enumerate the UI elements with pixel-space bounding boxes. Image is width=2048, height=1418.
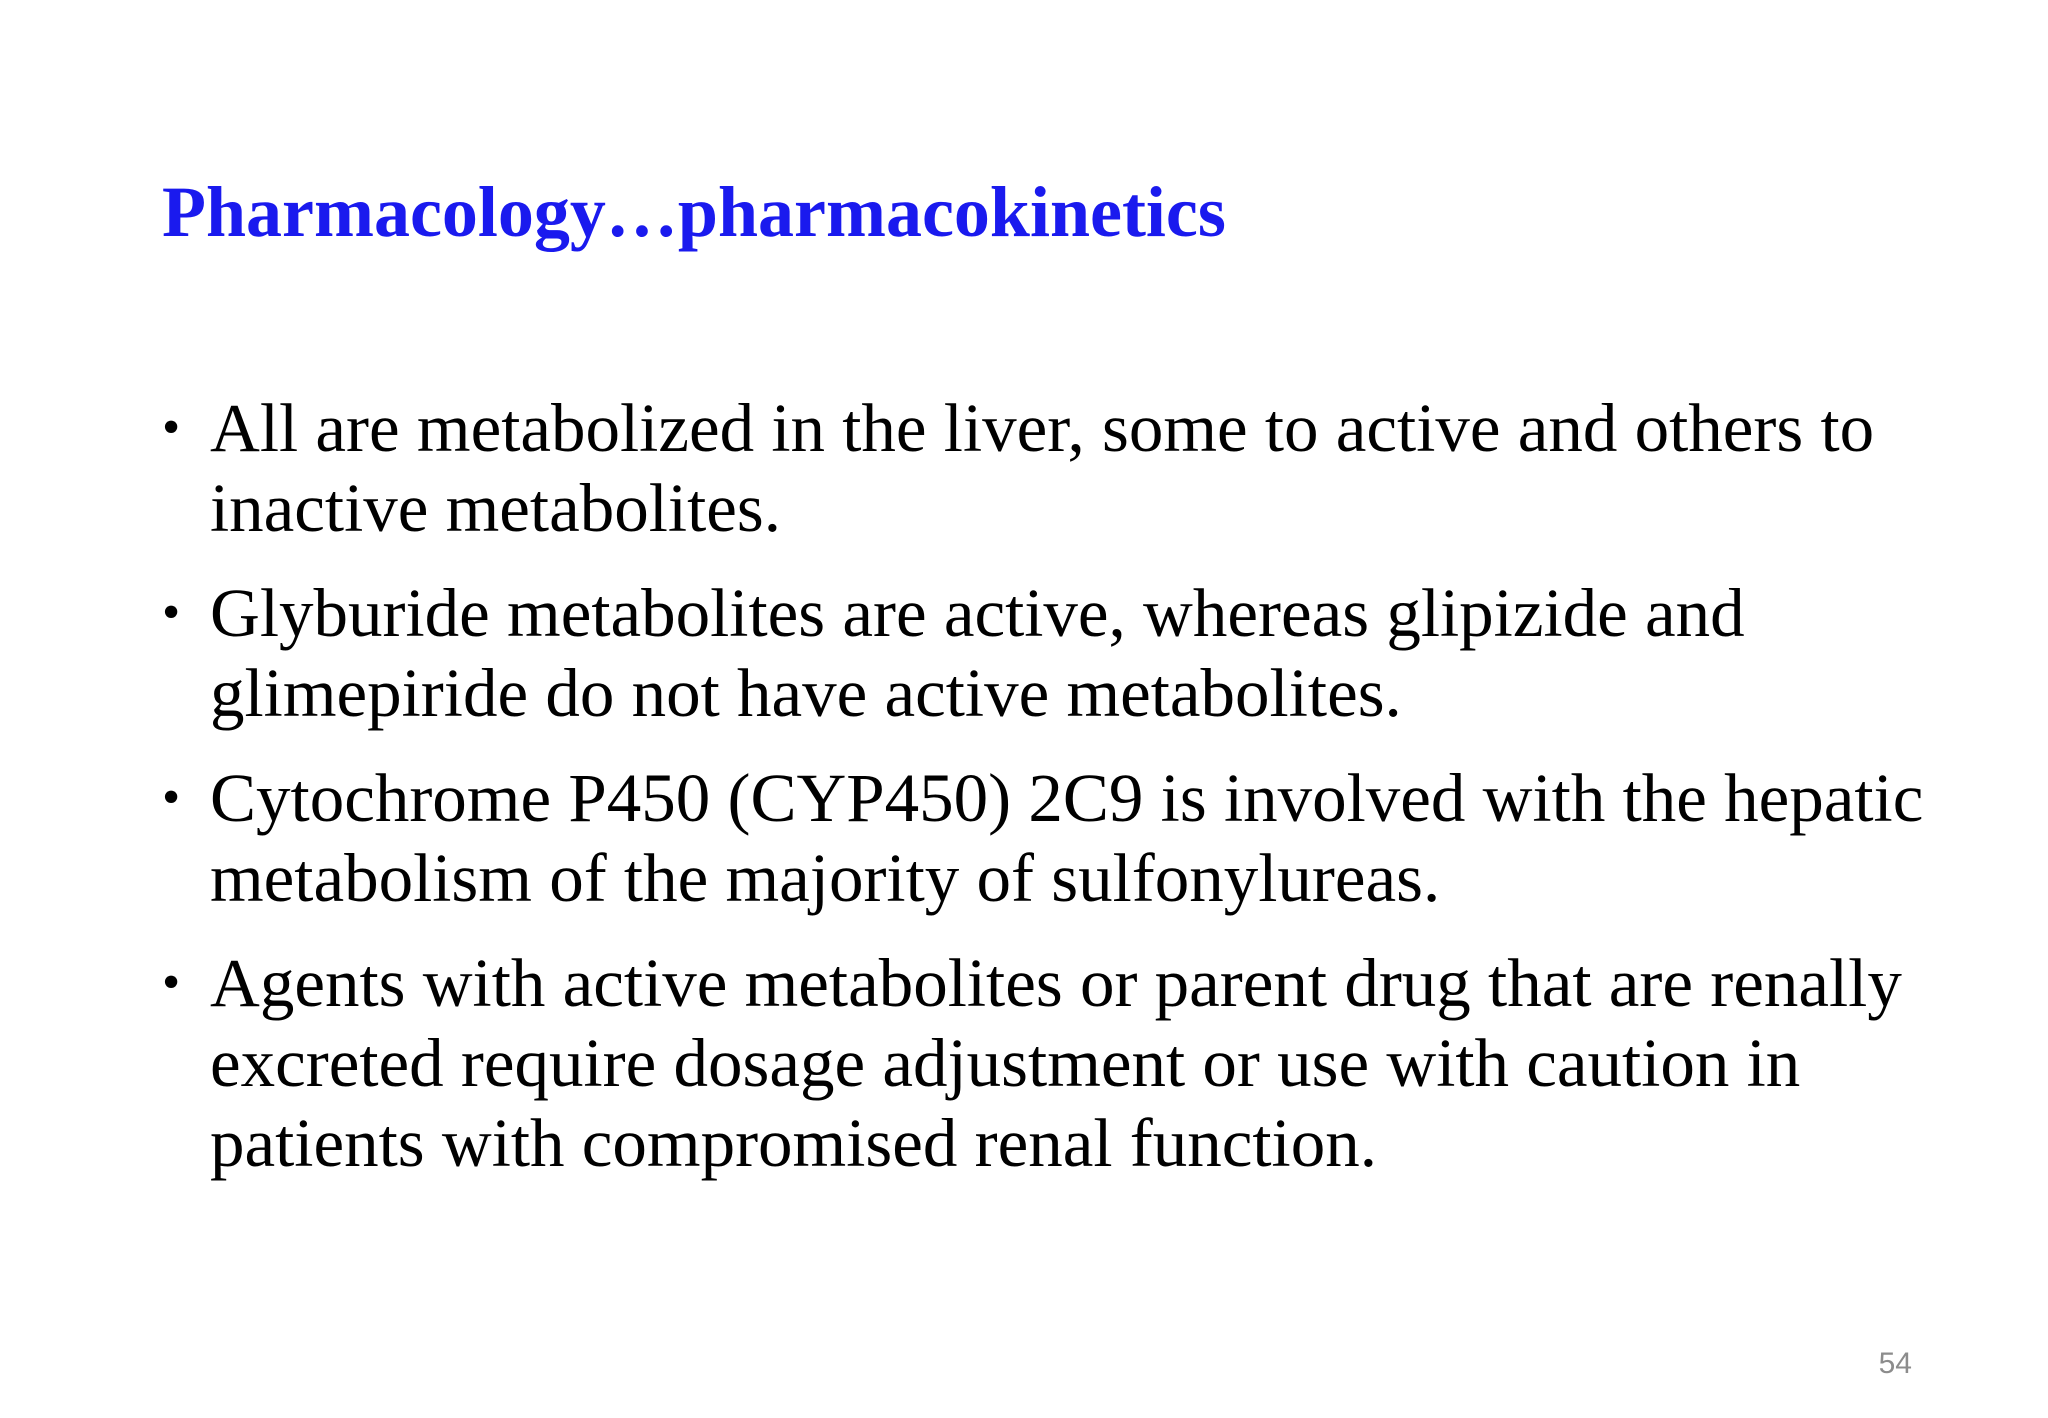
bullet-list [160,388,1940,1208]
bullet-text: All are metabolized in the liver, some to active and others to inactive metabolites. [210,390,1875,546]
bullet-item [160,758,1940,918]
bullet-dot-icon: • [162,584,181,641]
bullet-dot-icon: • [162,769,181,826]
bullet-text: Agents with active metabolites or parent drug that are renally excreted require dosage adjustment or use with caution in patients with compromised renal function. [210,945,1902,1181]
bullet-text: Glyburide metabolites are active, whereas glipizide and glimepiride do not have active metabolites. [210,575,1745,731]
bullet-dot-icon: • [162,954,181,1011]
bullet-item [160,388,1940,548]
bullet-dot-icon: • [162,399,181,456]
bullet-text: Cytochrome P450 (CYP450) 2C9 is involved with the hepatic metabolism of the majority of sulfonylureas. [210,760,1924,916]
page-number: 54 [1878,1347,1912,1380]
slide-title: Pharmacology…pharmacokinetics [162,172,1226,252]
bullet-item [160,943,1940,1183]
bullet-item [160,573,1940,733]
